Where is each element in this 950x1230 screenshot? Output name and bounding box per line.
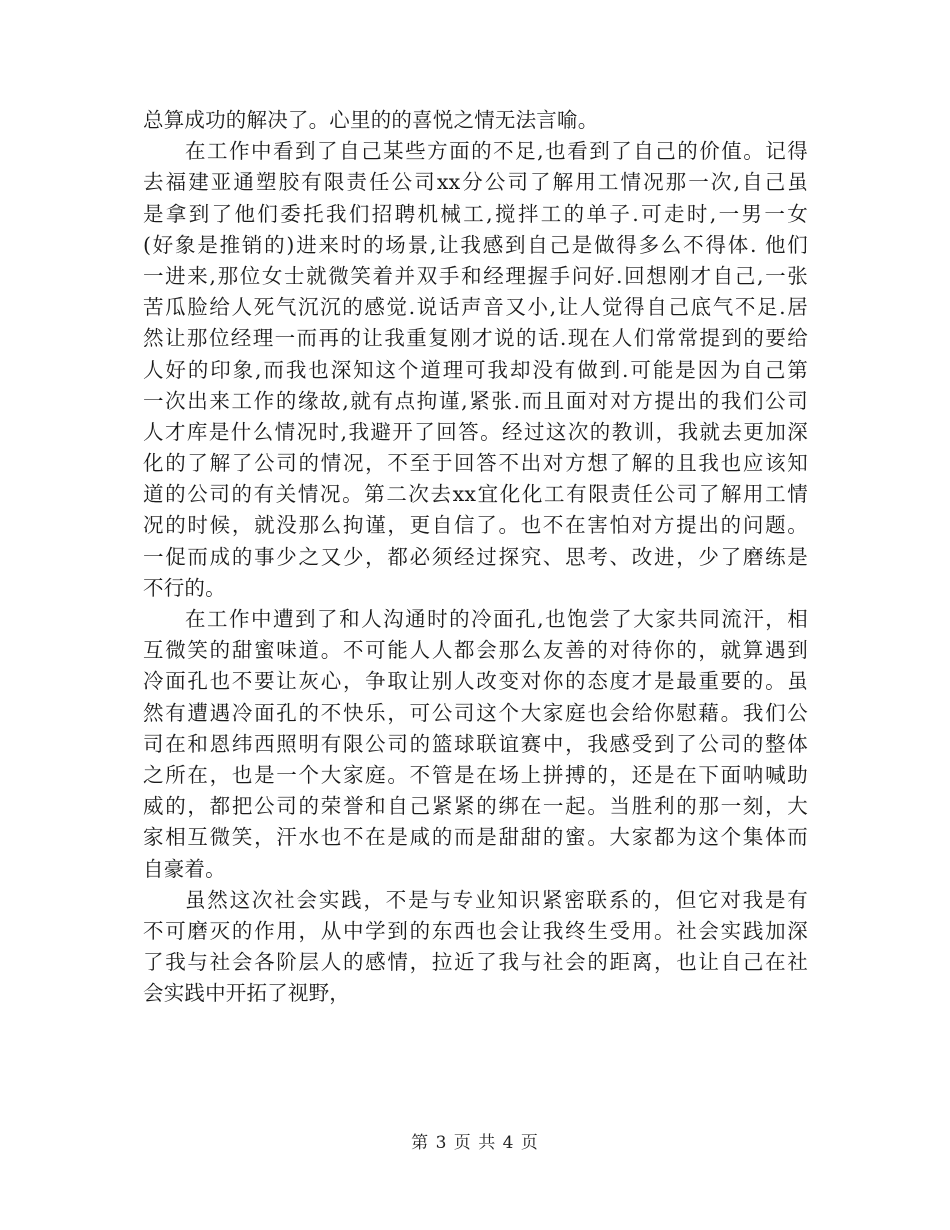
- text-line: 一进来,那位女士就微笑着并双手和经理握手问好.回想刚才自己,一张: [143, 263, 808, 288]
- text-line: 之所在，也是一个大家庭。不管是在场上拼搏的，还是在下面呐喊助: [143, 762, 808, 787]
- text-line: 然让那位经理一而再的让我重复刚才说的话.现在人们常常提到的要给: [143, 326, 808, 351]
- text-line: 然有遭遇冷面孔的不快乐，可公司这个大家庭也会给你慰藉。我们公: [143, 700, 808, 725]
- text-line: 了我与社会各阶层人的感情，拉近了我与社会的距离，也让自己在社: [143, 950, 808, 975]
- text-line: 会实践中开拓了视野，: [143, 981, 350, 1006]
- text-line: 不行的。: [143, 575, 226, 600]
- text-line: 互微笑的甜蜜味道。不可能人人都会那么友善的对待你的，就算遇到: [143, 638, 808, 663]
- text-line: 总算成功的解决了。心里的的喜悦之情无法言喻。: [143, 108, 599, 132]
- body-text: [143, 105, 808, 1009]
- text-line: 冷面孔也不要让灰心，争取让别人改变对你的态度才是最重要的。虽: [143, 669, 808, 694]
- text-line: 况的时候，就没那么拘谨，更自信了。也不在害怕对方提出的问题。: [143, 513, 808, 538]
- text-line: 苦瓜脸给人死气沉沉的感觉.说话声音又小,让人觉得自己底气不足.居: [143, 295, 808, 320]
- text-line: 道的公司的有关情况。第二次去xx宜化化工有限责任公司了解用工情: [143, 482, 808, 507]
- text-line: 人好的印象,而我也深知这个道理可我却没有做到.可能是因为自己第: [143, 357, 808, 382]
- text-line: 在工作中看到了自己某些方面的不足,也看到了自己的价值。记得: [185, 139, 808, 164]
- text-line: 化的了解了公司的情况，不至于回答不出对方想了解的且我也应该知: [143, 451, 808, 476]
- text-line: 自豪着。: [143, 856, 226, 881]
- text-line: 是拿到了他们委托我们招聘机械工,搅拌工的单子.可走时,一男一女: [143, 201, 808, 226]
- text-line: 一次出来工作的缘故,就有点拘谨,紧张.而且面对对方提出的我们公司: [143, 388, 808, 413]
- text-line: 不可磨灭的作用，从中学到的东西也会让我终生受用。社会实践加深: [143, 918, 808, 943]
- text-line: 司在和恩纬西照明有限公司的篮球联谊赛中，我感受到了公司的整体: [143, 731, 808, 756]
- text-line: 一促而成的事少之又少，都必须经过探究、思考、改进，少了磨练是: [143, 544, 808, 569]
- text-line: 虽然这次社会实践，不是与专业知识紧密联系的，但它对我是有: [185, 887, 808, 912]
- text-line: 家相互微笑，汗水也不在是咸的而是甜甜的蜜。大家都为这个集体而: [143, 825, 808, 850]
- text-line: 威的，都把公司的荣誉和自己紧紧的绑在一起。当胜利的那一刻，大: [143, 794, 808, 819]
- page-footer: 第 3 页 共 4 页: [411, 1133, 539, 1153]
- text-line: (好象是推销的)进来时的场景,让我感到自己是做得多么不得体. 他们: [143, 232, 808, 257]
- text-line: 人才库是什么情况时,我避开了回答。经过这次的教训，我就去更加深: [143, 419, 808, 444]
- text-line: 在工作中遭到了和人沟通时的冷面孔,也饱尝了大家共同流汗，相: [185, 607, 808, 631]
- text-line: 去福建亚通塑胶有限责任公司xx分公司了解用工情况那一次,自己虽: [143, 170, 808, 195]
